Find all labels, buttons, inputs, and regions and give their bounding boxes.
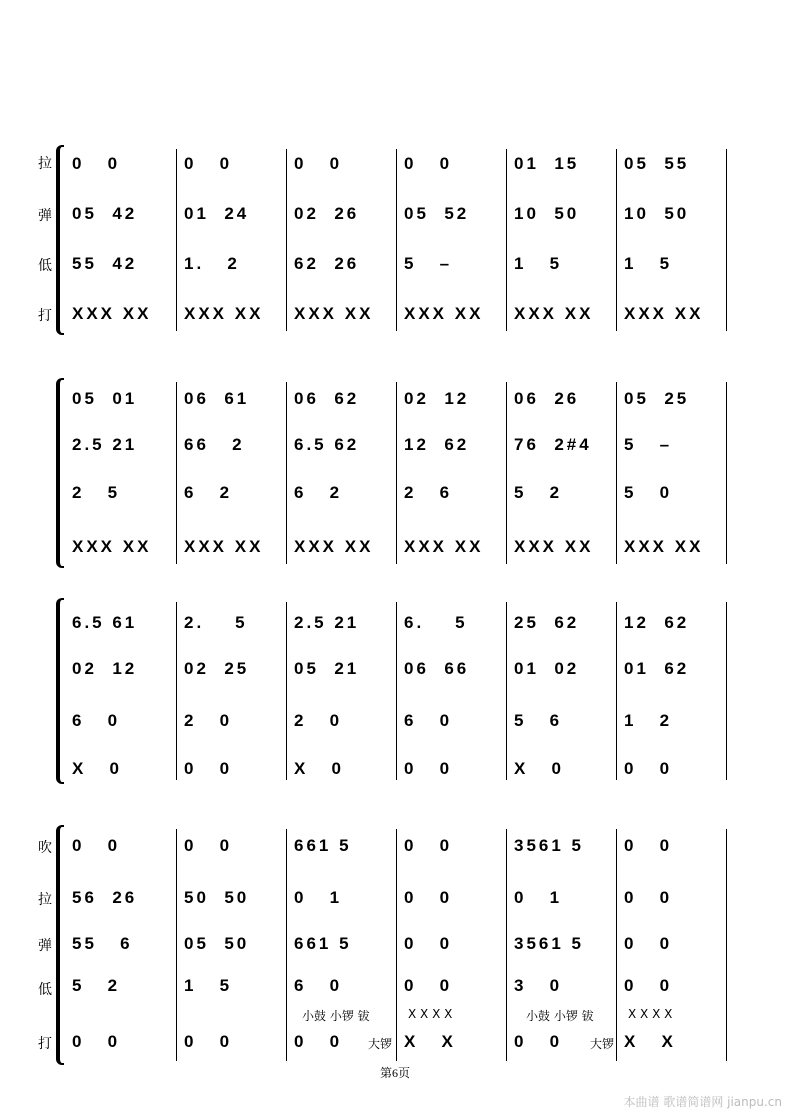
staff-row — [72, 887, 728, 909]
measure: 3561 5 — [514, 836, 584, 855]
measure: 0 0 — [404, 154, 453, 173]
measure: 05 01 — [72, 389, 138, 408]
staff-row — [72, 835, 728, 857]
measure: 5 – — [404, 254, 453, 273]
system-brace — [56, 598, 64, 784]
measure: 0 0 — [404, 934, 453, 953]
measure: X X — [624, 1032, 676, 1051]
measure: 0 0 — [72, 154, 121, 173]
staff-row — [72, 253, 728, 275]
measure: 6 0 — [72, 711, 121, 730]
measure: 1 2 — [624, 711, 673, 730]
measure: 02 26 — [294, 204, 360, 223]
measure: 6.5 62 — [294, 435, 360, 454]
measure: 0 0 — [624, 759, 673, 778]
measure: 01 02 — [514, 659, 580, 678]
system-1 — [38, 145, 728, 335]
staff-row — [72, 1031, 728, 1053]
measure: 1 5 — [624, 254, 673, 273]
instrument-label: 弹 — [38, 938, 52, 954]
measure: 0 0 — [294, 1032, 343, 1051]
staff-row — [72, 710, 728, 732]
staff-row — [72, 536, 728, 558]
instrument-label: 低 — [38, 258, 52, 274]
measure: 02 12 — [404, 389, 470, 408]
measure: 62 26 — [294, 254, 360, 273]
measure: 05 25 — [624, 389, 690, 408]
measure: 01 24 — [184, 204, 250, 223]
measure: 5 2 — [72, 976, 121, 995]
measure: 2.5 21 — [72, 435, 138, 454]
measure: X 0 — [72, 759, 122, 778]
measure: 76 2#4 — [514, 435, 592, 454]
measure: 6 2 — [184, 483, 233, 502]
measure: 0 0 — [72, 1032, 121, 1051]
system-2 — [60, 378, 728, 568]
measure: 0 0 — [624, 836, 673, 855]
system-brace — [56, 825, 64, 1065]
percussion-label: 大锣 — [590, 1037, 615, 1051]
measure: 5 6 — [514, 711, 563, 730]
measure: 661 5 — [294, 934, 352, 953]
measure: XXX XX — [72, 304, 152, 323]
staff-row — [72, 388, 728, 410]
staff-row — [72, 153, 728, 175]
measure: 25 62 — [514, 613, 580, 632]
measure: 05 42 — [72, 204, 138, 223]
system-3 — [60, 598, 728, 784]
measure: XXX XX — [404, 537, 484, 556]
measure: 2 0 — [294, 711, 343, 730]
measure: 5 0 — [624, 483, 673, 502]
measure: 0 0 — [514, 1032, 563, 1051]
measure: XXX XX — [514, 537, 594, 556]
instrument-label: 吹 — [38, 840, 52, 856]
measure: XXX XX — [624, 537, 704, 556]
measure: XXX XX — [184, 304, 264, 323]
measure: 2.5 21 — [294, 613, 360, 632]
measure: 06 62 — [294, 389, 360, 408]
instrument-label: 拉 — [38, 892, 52, 908]
measure: 56 26 — [72, 888, 138, 907]
system-brace — [56, 145, 64, 335]
measure: XXX XX — [294, 537, 374, 556]
measure: X 0 — [514, 759, 564, 778]
staff-row — [72, 612, 728, 634]
measure: 2 6 — [404, 483, 453, 502]
measure: 6 0 — [294, 976, 343, 995]
measure: 6. 5 — [404, 613, 468, 632]
measure: 2 5 — [72, 483, 121, 502]
measure: 50 50 — [184, 888, 250, 907]
watermark: 本曲谱 歌谱简谱网 jianpu.cn — [623, 1095, 782, 1109]
measure: 1 5 — [514, 254, 563, 273]
measure: 12 62 — [404, 435, 470, 454]
measure: 3561 5 — [514, 934, 584, 953]
measure: 6 0 — [404, 711, 453, 730]
measure: 0 1 — [294, 888, 343, 907]
measure: 0 0 — [184, 154, 233, 173]
percussion-label: 小鼓 小锣 钹 — [302, 1009, 370, 1023]
percussion-label: 大锣 — [368, 1037, 393, 1051]
instrument-label: 打 — [38, 1036, 52, 1052]
staff-row — [72, 758, 728, 780]
measure: 5 2 — [514, 483, 563, 502]
measure: 02 25 — [184, 659, 250, 678]
measure: 661 5 — [294, 836, 352, 855]
instrument-label: 打 — [38, 308, 52, 324]
measure: 55 42 — [72, 254, 138, 273]
staff-row — [72, 975, 728, 997]
measure: 10 50 — [514, 204, 580, 223]
measure: 05 55 — [624, 154, 690, 173]
measure: 06 26 — [514, 389, 580, 408]
system-brace — [56, 378, 64, 568]
percussion-label: 小鼓 小锣 钹 — [526, 1009, 594, 1023]
measure: 0 0 — [294, 154, 343, 173]
measure: 1 5 — [184, 976, 233, 995]
staff-row — [72, 203, 728, 225]
measure: 0 0 — [404, 976, 453, 995]
measure: 05 52 — [404, 204, 470, 223]
staff-row — [72, 303, 728, 325]
measure: 01 15 — [514, 154, 580, 173]
measure: 0 0 — [184, 759, 233, 778]
measure: 0 0 — [624, 934, 673, 953]
measure: XXX XX — [514, 304, 594, 323]
percussion-label: X X X X — [628, 1007, 673, 1021]
page-number: 第6页 — [379, 1066, 410, 1080]
measure: 6.5 61 — [72, 613, 138, 632]
measure: 2. 5 — [184, 613, 248, 632]
measure: 0 0 — [184, 836, 233, 855]
measure: 3 0 — [514, 976, 563, 995]
measure: 0 0 — [404, 836, 453, 855]
measure: 2 0 — [184, 711, 233, 730]
measure: 0 0 — [404, 888, 453, 907]
system-4 — [38, 825, 728, 1065]
measure: 0 0 — [184, 1032, 233, 1051]
measure: 02 12 — [72, 659, 138, 678]
staff-row — [72, 933, 728, 955]
measure: 01 62 — [624, 659, 690, 678]
measure: XXX XX — [404, 304, 484, 323]
staff-row — [72, 658, 728, 680]
measure: 0 0 — [624, 888, 673, 907]
measure: XXX XX — [72, 537, 152, 556]
measure: X X — [404, 1032, 456, 1051]
measure: XXX XX — [294, 304, 374, 323]
percussion-label: X X X X — [408, 1007, 453, 1021]
measure: 0 1 — [514, 888, 563, 907]
measure: 0 0 — [72, 836, 121, 855]
measure: 6 2 — [294, 483, 343, 502]
staff-row — [72, 434, 728, 456]
measure: 0 0 — [624, 976, 673, 995]
measure: 10 50 — [624, 204, 690, 223]
measure: 06 61 — [184, 389, 250, 408]
instrument-label: 低 — [38, 982, 52, 998]
measure: 05 50 — [184, 934, 250, 953]
measure: 0 0 — [404, 759, 453, 778]
measure: 1. 2 — [184, 254, 240, 273]
staff-row — [72, 482, 728, 504]
measure: X 0 — [294, 759, 344, 778]
measure: 55 6 — [72, 934, 133, 953]
measure: 5 – — [624, 435, 673, 454]
instrument-label: 拉 — [38, 156, 52, 172]
measure: XXX XX — [624, 304, 704, 323]
instrument-label: 弹 — [38, 208, 52, 224]
measure: 06 66 — [404, 659, 470, 678]
measure: 05 21 — [294, 659, 360, 678]
measure: XXX XX — [184, 537, 264, 556]
measure: 12 62 — [624, 613, 690, 632]
measure: 66 2 — [184, 435, 245, 454]
